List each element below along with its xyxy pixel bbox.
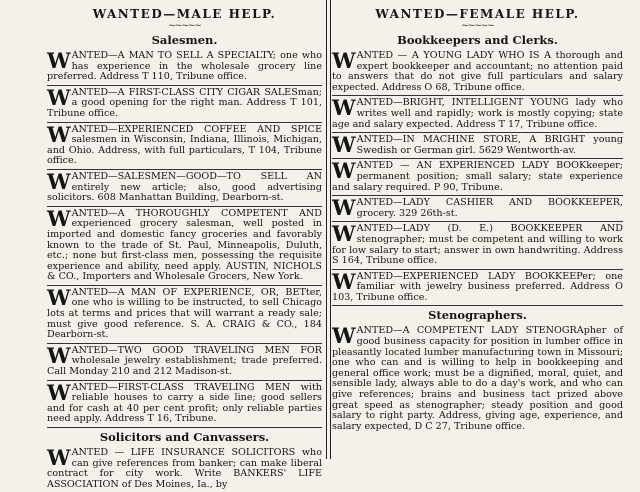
ad-text: ANTED—TWO GOOD TRAVELING MEN FOR wholesale jewelry establishment; trade preferred. Call Monday 210 and 212 Madison-st.	[47, 344, 322, 378]
ad-bright-young-lady	[332, 96, 623, 133]
ad-chicago-lots	[47, 286, 322, 344]
ad-text: ANTED—LADY (D. E.) BOOKKEEPER AND stenographer; must be competent and willing to work for low salary to start; answer in own handwriting. Address S 164, Tribune office.	[332, 223, 623, 267]
ad-insurance-solicitors	[47, 446, 322, 492]
drop-cap: W	[332, 323, 356, 349]
drop-cap: W	[47, 168, 71, 194]
ad-text: ANTED—BRIGHT, INTELLIGENT YOUNG lady who writes well and rapidly; work is mostly copying; state age and salary expected. Address T 17, Tribune office.	[332, 97, 623, 130]
female-help-header: WANTED—FEMALE HELP.	[375, 7, 580, 21]
drop-cap: W	[47, 121, 71, 147]
ad-text: ANTED—A COMPETENT LADY STENOGRApher of good business capacity for position in lumber office in pleasantly located lumber manufacturing town in Missouri; one who can and is willing to help in bookkeeping and general office work; must be a dignified, moral, quiet, and sensible lady, always able to do a day's work, and who can give references; brains and business tact prized above great speed as stenographer; steady position and good salary to right party. Address, giving age, experience, and salary expected, D C 27, Tribune office.	[332, 325, 623, 432]
section-title-stenographers: Stenographers.	[428, 308, 527, 323]
ad-coffee-spice-salesmen	[47, 123, 322, 170]
drop-cap: W	[47, 445, 71, 470]
ad-lady-cashier	[332, 196, 623, 222]
header-flourish: ~~~~~	[168, 21, 201, 31]
ad-grocery-salesman	[47, 207, 322, 286]
ad-text: ANTED—A MAN TO SELL A SPECIALTY; one who has experience in the wholesale grocery line preferred. Address T 110, Tribune office.	[47, 50, 322, 83]
ad-text: ANTED—IN MACHINE STORE, A BRIGHT young Swedish or German girl. 5629 Wentworth-av.	[356, 134, 623, 156]
section-title-solicitors: Solicitors and Canvassers.	[99, 430, 270, 444]
drop-cap: W	[332, 158, 356, 184]
header-flourish: ~~~~~	[461, 21, 494, 31]
ad-text: ANTED—A MAN OF EXPERIENCE, OR, BETter, one who is willing to be instructed, to sell Chicago lots at terms and prices that will warrant a ready sale; must give good reference. S. A. CRAIG & CO., 184 Dearborn-st.	[47, 286, 322, 341]
drop-cap: W	[47, 342, 71, 368]
ad-traveling-men-side-line	[47, 381, 322, 428]
ad-jewelry-bookkeeper	[332, 270, 623, 307]
ad-traveling-men-jewelry	[47, 344, 322, 381]
ad-text: ANTED — LIFE INSURANCE SOLICITORS who can give references from banker; can make liberal contract for city work. Write BANKERS' LIFE ASSOCIATION of Des Moines, Ia., by	[47, 447, 322, 490]
ad-text: ANTED—SALESMEN—GOOD—TO SELL AN entirely new article; also, good advertising solicitors. 608 Manhattan Building, Dearborn-st.	[47, 170, 322, 204]
female-help-column	[329, 0, 627, 459]
drop-cap: W	[47, 48, 71, 73]
ad-text: ANTED—EXPERIENCED LADY BOOKKEEPer; one familiar with jewelry business preferred. Address O 103, Tribune office.	[332, 270, 623, 303]
ad-experienced-lady-bookkeeper	[332, 159, 623, 196]
ad-salesmen-new-article	[47, 170, 322, 207]
ad-text: ANTED — A YOUNG LADY WHO IS A thorough and expert bookkeeper and accountant; no attention paid to answers that do not give full particulars and salary expected. Address O 68, Tribune office.	[332, 50, 623, 93]
section-title-salesmen: Salesmen.	[151, 33, 218, 47]
ad-specialty-salesman	[47, 49, 322, 86]
male-help-header: WANTED—MALE HELP.	[92, 7, 277, 21]
section-title-bookkeepers: Bookkeepers and Clerks.	[397, 33, 558, 47]
male-help-column	[44, 0, 326, 490]
drop-cap: W	[332, 132, 356, 158]
ad-lady-de-bookkeeper	[332, 222, 623, 269]
drop-cap: W	[332, 268, 356, 294]
drop-cap: W	[47, 205, 71, 231]
drop-cap: W	[332, 195, 356, 221]
ad-text: ANTED—LADY CASHIER AND BOOKKEEPER, grocery. 329 26th-st.	[356, 197, 623, 219]
drop-cap: W	[47, 84, 71, 110]
ad-text: ANTED—FIRST-CLASS TRAVELING MEN with reliable houses to carry a side line; good sellers and for cash at 40 per cent profit; only reliable parties need apply. Address T 16, Tribune.	[47, 381, 322, 425]
ad-text: ANTED—A THOROUGHLY COMPETENT AND experienced grocery salesman, well posted in imported and domestic fancy groceries and favorably known to the trade of St. Paul, Minneapolis, Duluth, etc.; none but first-class men, possessing the requisite experience and ability, need apply. AUSTIN, NICHOLS & CO., Importers and Wholesale Grocers, New York.	[47, 207, 322, 283]
ad-young-lady-bookkeeper	[332, 49, 623, 96]
drop-cap: W	[332, 48, 356, 73]
ad-text: ANTED—EXPERIENCED COFFEE AND SPICE salesmen in Wisconsin, Indiana, Illinois, Michigan, and Ohio. Address, with full particulars, T 104, Tribune office.	[47, 123, 322, 167]
ad-machine-store-girl	[332, 133, 623, 159]
drop-cap: W	[47, 379, 71, 405]
drop-cap: W	[332, 95, 356, 121]
ad-cigar-salesman	[47, 86, 322, 123]
ad-lady-stenographer	[332, 324, 623, 434]
drop-cap: W	[332, 221, 356, 247]
ad-text: ANTED — AN EXPERIENCED LADY BOOKkeeper; permanent position; small salary; state experience and salary required. P 90, Tribune.	[332, 160, 623, 193]
drop-cap: W	[47, 284, 71, 310]
ad-text: ANTED—A FIRST-CLASS CITY CIGAR SALESman; a good opening for the right man. Address T 101, Tribune office.	[47, 86, 322, 119]
